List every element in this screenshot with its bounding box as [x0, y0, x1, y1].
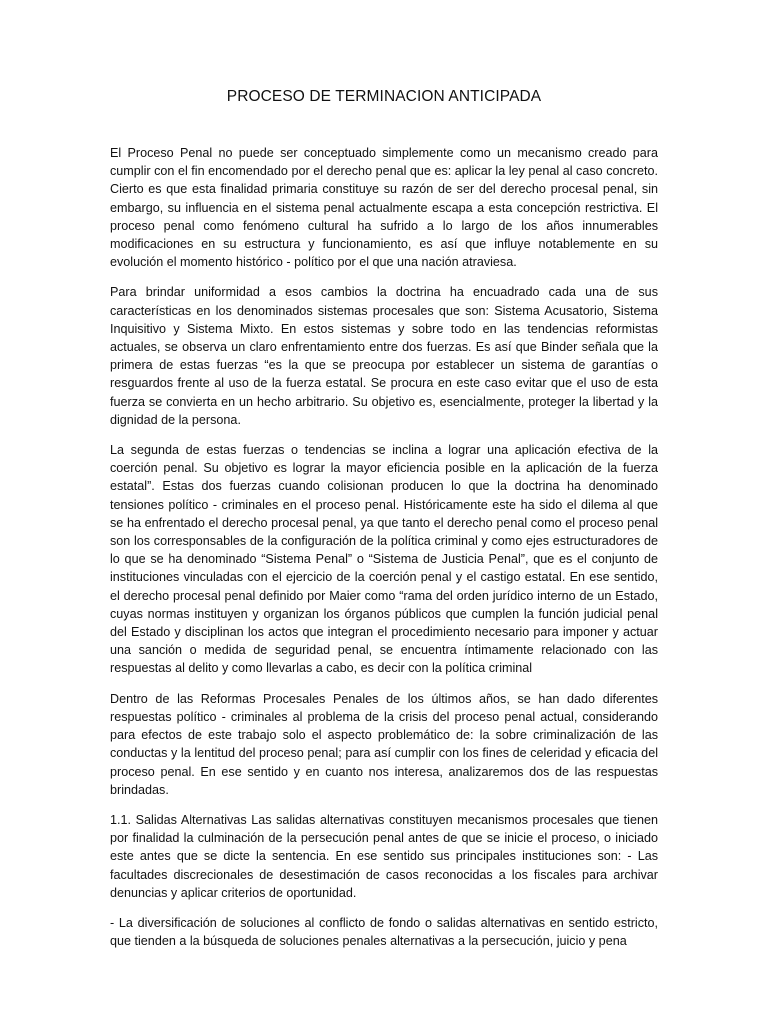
paragraph-2: Para brindar uniformidad a esos cambios la doctrina ha encuadrado cada una de sus características en los denominados sistemas procesales que son: Sistema Acusatorio, Sistema Inquisitivo y Sistema Mixto. En estos sistemas y sobre todo en las tendencias reformistas actuales, se observa un claro enfrentamiento entre dos fuerzas. Es así que Binder señala que la primera de estas fuerzas “es la que se preocupa por establecer un sistema de garantías o resguardos frente al uso de la fuerza estatal. Se procura en este caso evitar que el uso de esta fuerza se convierta en un hecho arbitrario. Su objetivo es, esencialmente, proteger la libertad y la dignidad de la persona.: [110, 285, 658, 427]
paragraph-3: La segunda de estas fuerzas o tendencias se inclina a lograr una aplicación efectiva de la coerción penal. Su objetivo es lograr la mayor eficiencia posible en la aplicación de la fuerza estatal”. Estas dos fuerzas cuando colisionan producen lo que la doctrina ha denominado tensiones político - criminales en el proceso penal. Históricamente este ha sido el dilema al que se ha enfrentado el derecho procesal penal, ya que tanto el derecho penal como el proceso penal son los corresponsables de la configuración de la política criminal y como ejes estructuradores de lo que se ha denominado “Sistema Penal” o “Sistema de Justicia Penal”, que es el conjunto de instituciones vinculadas con el ejercicio de la coerción penal y el castigo estatal. En ese sentido, el derecho procesal penal definido por Maier como “rama del orden jurídico interno de un Estado, cuyas normas instituyen y organizan los órganos públicos que cumplen la función judicial penal del Estado y disciplinan los actos que integran el procedimiento necesario para imponer y actuar una sanción o medida de seguridad penal, se encuentra íntimamente relacionado con las respuestas al delito y como llevarlas a cabo, es decir con la política criminal: [110, 443, 658, 676]
document-body: [110, 144, 658, 962]
paragraph-1: El Proceso Penal no puede ser conceptuado simplemente como un mecanismo creado para cumplir con el fin encomendado por el derecho penal que es: aplicar la ley penal al caso concreto. Cierto es que esta finalidad primaria constituye su razón de ser del derecho procesal penal, sin embargo, su influencia en el sistema penal actualmente escapa a esta concepción restrictiva. El proceso penal como fenómeno cultural ha sufrido a lo largo de los años innumerables modificaciones en su estructura y funcionamiento, es así que influye notablemente en su evolución el momento histórico - político por el que una nación atraviesa.: [110, 146, 658, 270]
paragraph-6: - La diversificación de soluciones al conflicto de fondo o salidas alternativas en sentido estricto, que tienden a la búsqueda de soluciones penales alternativas a la persecución, juicio y pena: [110, 915, 658, 949]
paragraph-5: 1.1. Salidas Alternativas Las salidas alternativas constituyen mecanismos procesales que tienen por finalidad la culminación de la persecución penal antes de que se inicie el proceso, o iniciado este antes que se dicte la sentencia. En ese sentido sus principales instituciones son: - Las facultades discrecionales de desestimación de casos reconocidas a los fiscales para archivar denuncias y aplicar criterios de oportunidad.: [110, 812, 658, 900]
paragraph-4: Dentro de las Reformas Procesales Penales de los últimos años, se han dado diferentes respuestas político - criminales al problema de la crisis del proceso penal actual, considerando para efectos de este trabajo solo el aspecto problemático de: la sobre criminalización de las conductas y la lentitud del proceso penal; para así cumplir con los fines de celeridad y eficacia del proceso penal. En ese sentido y en cuanto nos interesa, analizaremos dos de las respuestas brindadas.: [110, 691, 658, 797]
document-title: PROCESO DE TERMINACION ANTICIPADA: [226, 88, 542, 105]
